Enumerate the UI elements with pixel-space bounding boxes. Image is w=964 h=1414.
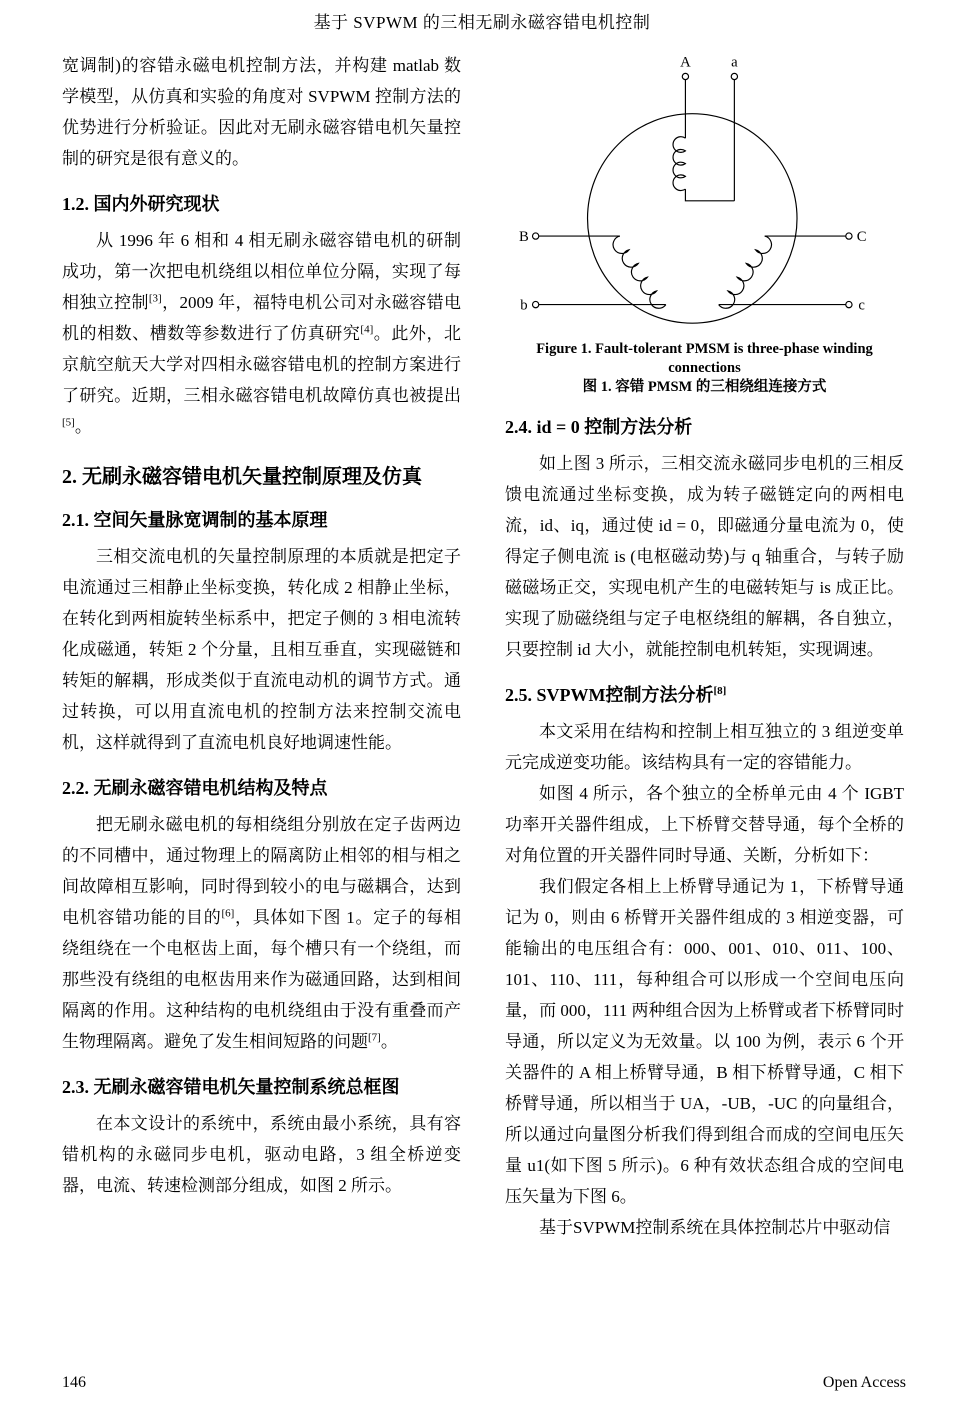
label-C: C <box>856 228 867 245</box>
section-heading-2-4: 2.4. id = 0 控制方法分析 <box>505 417 693 437</box>
terminal-b-circle <box>532 301 538 307</box>
running-title: 基于 SVPWM 的三相无刷永磁容错电机控制 <box>313 13 651 32</box>
phase-C-coil <box>718 236 771 308</box>
section-heading-2-5: 2.5. SVPWM控制方法分析[8] <box>505 685 727 705</box>
paragraph-inverter-units: 本文采用在结构和控制上相互独立的 3 组逆变单元完成逆变功能。该结构具有一定的容错能力。 <box>505 722 904 772</box>
figure-1-caption <box>505 340 904 397</box>
paragraph-research-status: 从 1996 年 6 相和 4 相无刷永磁容错电机的研制成功，第一次把电机绕组以相位单位分隔，实现了每相独立控制[3]，2009 年，福特电机公司对永磁容错电机的相数、槽数等参数进行了仿真研究[4]。此外，北京航空航天大学对四相永磁容错电机的控制方案进行了研究。近期，三相永磁容错电机故障仿真也被提出[5]。 <box>62 231 462 436</box>
terminal-B-circle <box>532 233 538 239</box>
terminal-a-circle <box>731 73 737 79</box>
label-b: b <box>519 297 528 314</box>
terminal-A-circle <box>682 73 688 79</box>
paragraph-voltage-vectors: 我们假定各相上上桥臂导通记为 1，下桥臂导通记为 0，则由 6 桥臂开关器件组成的 3 相逆变器，可能输出的电压组合有：000、001、010、011、100、101、110、111，每种组合可以形成一个空间电压向量，而 000，111 两种组合因为上桥臂或者下桥臂同时导通，所以定义为无效量。以 100 为例，表示 6 个开关器件的 A 相上桥臂导通，B 相下桥臂导通，C 相下桥臂导通，所以相当于 UA，-UB，-UC 的向量组合，所以通过向量图分析我们得到组合而成的空间电压矢量 u1(如下图 5 所示)。6 种有效状态组合成的空间电压矢量为下图 6。 <box>505 877 904 1206</box>
two-column-layout <box>62 50 904 1243</box>
section-heading-2: 2. 无刷永磁容错电机矢量控制原理及仿真 <box>62 466 422 488</box>
section-heading-1-2: 1.2. 国内外研究现状 <box>62 194 220 214</box>
figure-1-caption-zh: 图 1. 容错 PMSM 的三相绕组连接方式 <box>582 379 827 395</box>
terminal-C-circle <box>845 233 851 239</box>
paragraph-motor-structure: 把无刷永磁电机的每相绕组分别放在定子齿两边的不同槽中，通过物理上的隔离防止相邻的相与相之间故障相互影响，同时得到较小的电与磁耦合，达到电机容错功能的目的[6]，具体如下图 1。定子的每相绕组绕在一个电枢齿上面，每个槽只有一个绕组，而那些没有绕组的电枢齿用来作为磁通回路，达到相间隔离的作用。这种结构的电机绕组由于没有重叠而产生物理隔离。避免了发生相间短路的问题[7]。 <box>62 815 462 1051</box>
paragraph-svpwm-driver: 基于SVPWM控制系统在具体控制芯片中驱动信 <box>539 1218 891 1237</box>
paragraph-system-overview: 在本文设计的系统中，系统由最小系统，具有容错机构的永磁同步电机，驱动电路，3 组全桥逆变器，电流、转速检测部分组成，如图 2 所示。 <box>62 1114 461 1195</box>
open-access-label: Open Access <box>822 1374 906 1391</box>
paragraph-id0-analysis: 如上图 3 所示，三相交流永磁同步电机的三相反馈电流通过坐标变换，成为转子磁链定向的两相电流，id、iq，通过使 id = 0，即磁通分量电流为 0，使得定子侧电流 is (电枢磁动势)与 q 轴重合，与转子励磁磁场正交，实现电机产生的电磁转矩与 is 成正比。实现了励磁绕组与定子电枢绕组的解耦，各自独立，只要控制 id 大小，就能控制电机转矩，实现调速。 <box>505 454 904 659</box>
paragraph-igbt-bridge: 如图 4 所示，各个独立的全桥单元由 4 个 IGBT 功率开关器件组成，上下桥臂交替导通，每个全桥的对角位置的开关器件同时导通、关断，分析如下： <box>505 784 904 865</box>
right-column <box>505 50 904 1243</box>
stator-circle <box>587 114 796 323</box>
section-heading-2-2: 2.2. 无刷永磁容错电机结构及特点 <box>62 778 328 798</box>
section-heading-2-3: 2.3. 无刷永磁容错电机矢量控制系统总框图 <box>62 1077 400 1097</box>
left-column <box>62 50 461 1243</box>
label-A: A <box>679 54 691 71</box>
paragraph-intro: 宽调制)的容错永磁电机控制方法，并构建 matlab 数学模型，从仿真和实验的角度对 SVPWM 控制方法的优势进行分析验证。因此对无刷永磁容错电机矢量控制的研究是很有意义的。 <box>62 56 461 168</box>
phase-A-coil <box>673 137 685 191</box>
section-heading-2-1: 2.1. 空间矢量脉宽调制的基本原理 <box>62 510 328 530</box>
terminal-c-circle <box>845 301 851 307</box>
winding-diagram <box>519 52 891 334</box>
phase-B-coil <box>613 236 666 308</box>
page-footer <box>62 1374 906 1392</box>
paragraph-vector-principle: 三相交流电机的矢量控制原理的本质就是把定子电流通过三相静止坐标变换，转化成 2 相静止坐标，在转化到两相旋转坐标系中，把定子侧的 3 相电流转化成磁通，转矩 2 个分量，且相互垂直，实现磁链和转矩的解耦，形成类似于直流电动机的调节方式。通过转换，可以用直流电机的控制方法来控制交流电机，这样就得到了直流电机良好地调速性能。 <box>62 547 461 752</box>
page-number: 146 <box>62 1374 86 1391</box>
label-a: a <box>730 54 738 71</box>
phase-A-return-line <box>685 189 734 201</box>
label-B: B <box>518 228 529 245</box>
figure-1-caption-en: Figure 1. Fault-tolerant PMSM is three-phase winding connections <box>536 341 873 376</box>
figure-1 <box>505 52 904 397</box>
label-c: c <box>857 297 865 314</box>
